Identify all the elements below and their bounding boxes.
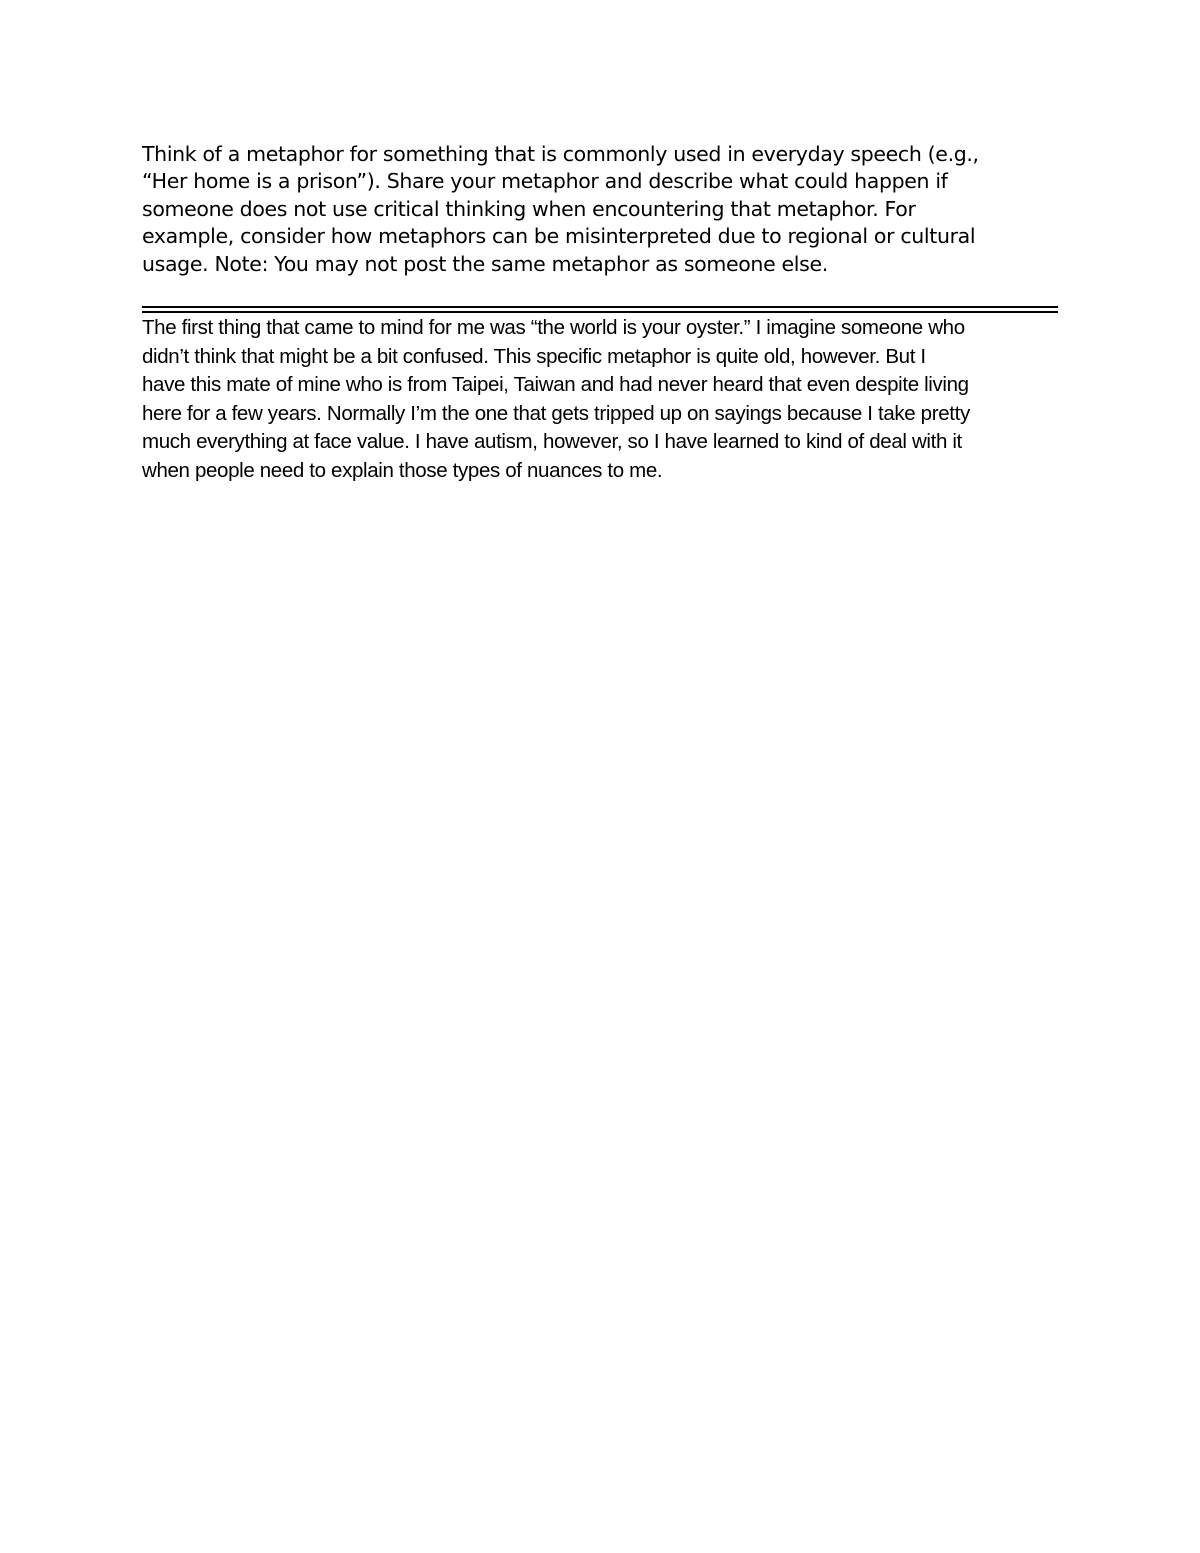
discussion-prompt — [142, 141, 1062, 278]
prompt-line: Think of a metaphor for something that is commonly used in everyday speech (e.g., — [142, 142, 979, 166]
response-line: here for a few years. Normally I’m the one that gets tripped up on sayings because I take pretty — [142, 401, 970, 425]
prompt-line: someone does not use critical thinking when encountering that metaphor. For — [142, 196, 916, 221]
response-line: have this mate of mine who is from Taipei, Taiwan and had never heard that even despite living — [142, 373, 969, 397]
response-line: The first thing that came to mind for me was “the world is your oyster.” I imagine someone who — [142, 316, 965, 339]
prompt-line: “Her home is a prison”). Share your metaphor and describe what could happen if — [142, 169, 948, 194]
response-line: much everything at face value. I have autism, however, so I have learned to kind of deal with it — [142, 430, 962, 454]
discussion-response — [142, 314, 1062, 486]
double-rule-bottom — [142, 311, 1058, 313]
prompt-line: usage. Note: You may not post the same metaphor as someone else. — [142, 251, 828, 276]
double-rule-top — [142, 306, 1058, 308]
response-line: didn’t think that might be a bit confused. This specific metaphor is quite old, however. But I — [142, 344, 926, 368]
prompt-line: example, consider how metaphors can be misinterpreted due to regional or cultural — [142, 224, 976, 249]
response-line: when people need to explain those types of nuances to me. — [142, 458, 663, 482]
